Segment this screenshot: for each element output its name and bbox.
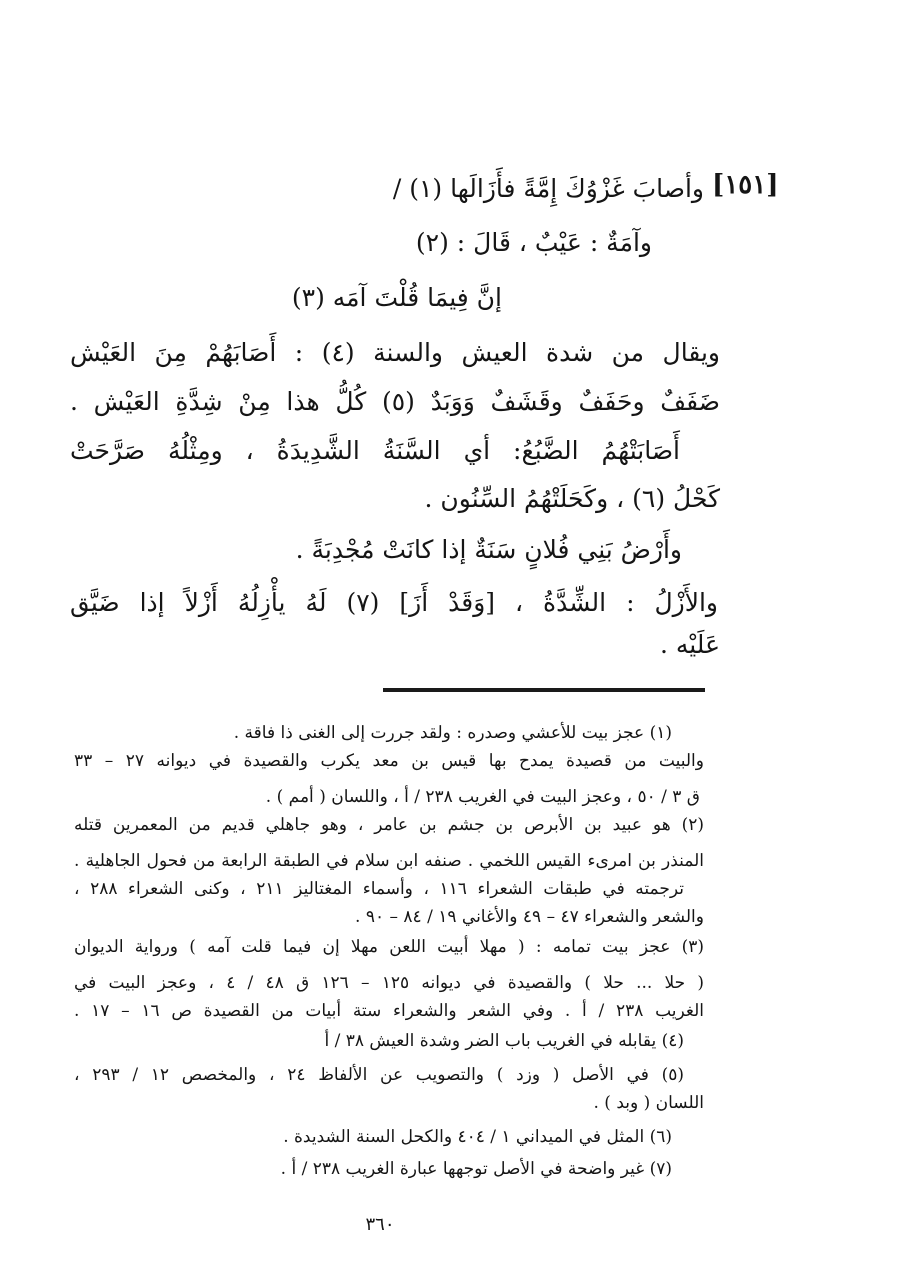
footnote-line-12: (٥) في الأصل ( وزد ) والتصويب عن الألفاظ ٢٤ ، والمخصص ١٢ / ٢٩٣ ، — [74, 1065, 685, 1085]
footnote-line-13: اللسان ( وبد ) . — [593, 1093, 704, 1113]
main-text-line-7: كَحْلُ (٦) ، وكَحَلَتْهُمُ السِّنُون . — [424, 484, 720, 513]
footnote-line-14: (٦) المثل في الميداني ١ / ٤٠٤ والكحل السنة الشديدة . — [283, 1127, 672, 1147]
footnote-line-9: ( حلا ... حلا ) والقصيدة في ديوانه ١٢٥ – ١٢٦ ق ٤٨ / ٤ ، وعجز البيت في — [74, 973, 704, 993]
footnote-line-7: والشعر والشعراء ٤٧ – ٤٩ والأغاني ١٩ / ٨٤ – ٩٠ . — [355, 907, 704, 927]
footnote-line-2: والبيت من قصيدة يمدح بها قيس بن معد يكرب والقصيدة في ديوانه ٢٧ – ٣٣ — [74, 751, 704, 771]
footnote-line-15: (٧) غير واضحة في الأصل توجهها عبارة الغريب ٢٣٨ / أ . — [280, 1159, 672, 1179]
footnote-line-6: ترجمته في طبقات الشعراء ١١٦ ، وأسماء المغتاليز ٢١١ ، وكنى الشعراء ٢٨٨ ، — [74, 879, 685, 899]
footnote-line-11: (٤) يقابله في الغريب باب الضر وشدة العيش ٣٨ / أ — [324, 1031, 684, 1051]
footnote-separator — [383, 688, 705, 692]
footnote-line-4: (٢) هو عبيد بن الأبرص بن جشم بن عامر ، وهو جاهلي قديم من المعمرين قتله — [74, 815, 704, 835]
footnote-line-1: (١) عجز بيت للأعشي وصدره : ولقد جررت إلى الغنى ذا فاقة . — [233, 723, 672, 743]
footnote-line-3: ق ٣ / ٥٠ ، وعجز البيت في الغريب ٢٣٨ / أ ، واللسان ( أمم ) . — [265, 787, 700, 807]
main-text-line-8: وأَرْضُ بَنِي فُلانٍ سَنَةٌ إذا كانَتْ مُجْدِبَةً . — [295, 535, 682, 564]
page-reference: [١٥١] — [712, 170, 779, 200]
main-text-line-4: ويقال من شدة العيش والسنة (٤) : أَصَابَهُمْ مِنَ العَيْش — [70, 338, 720, 367]
footnote-line-5: المنذر بن امرىء القيس اللخمي . صنفه ابن سلام في الطبقة الرابعة من فحول الجاهلية . — [74, 851, 704, 871]
footnote-line-10: الغريب ٢٣٨ / أ . وفي الشعر والشعراء ستة أبيات من القصيدة ص ١٦ – ١٧ . — [74, 1001, 705, 1021]
main-text-line-10: عَلَيْه . — [659, 630, 720, 659]
main-text-line-5: ضَفَفٌ وحَفَفٌ وقَشَفٌ وَوَبَدٌ (٥) كُلُّ هذا مِنْ شِدَّةِ العَيْش . — [70, 387, 720, 416]
main-text-line-6: أَصَابَتْهُمُ الضَّبُعُ: أي السَّنَةُ الشَّدِيدَةُ ، ومِثْلُهُ صَرَّحَتْ — [70, 436, 680, 465]
main-text-line-9: والأَزْلُ : الشِّدَّةُ ، [وَقَدْ أَزَ] (٧) لَهُ يأْزِلُهُ أَزْلاً إذا ضَيَّق — [70, 588, 718, 617]
main-text-line-1: وأصابَ غَزْوُكَ إِمَّةً فأَزَالَها (١) / — [392, 174, 704, 203]
main-text-line-3: إنَّ فِيمَا قُلْتَ آمَه (٣) — [291, 283, 502, 312]
page-number: ٣٦٠ — [365, 1214, 395, 1235]
main-text-line-2: وآمَةٌ : عَيْبٌ ، قَالَ : (٢) — [415, 228, 652, 257]
footnote-line-8: (٣) عجز بيت تمامه : ( مهلا أبيت اللعن مهلا إن فيما قلت آمه ) ورواية الديوان — [74, 937, 704, 957]
